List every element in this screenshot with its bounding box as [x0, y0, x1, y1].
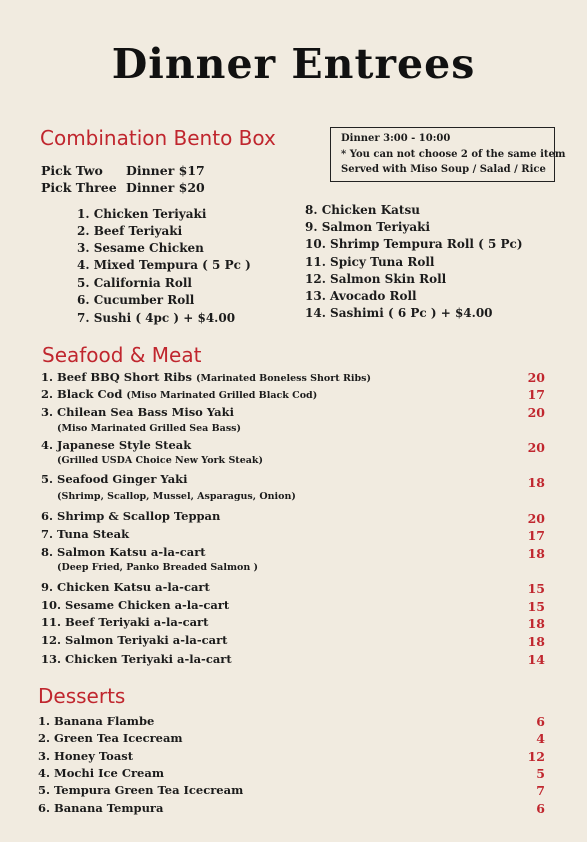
pick-price: Dinner $20 [126, 180, 205, 195]
item-description: (Marinated Boneless Short Ribs) [195, 373, 371, 384]
bento-item: 1. Chicken Teriyaki [77, 207, 207, 221]
item-name: 2. Green Tea Icecream [38, 731, 183, 745]
item-name: 3. Honey Toast [38, 749, 134, 763]
bento-item: 4. Mixed Tempura ( 5 Pc ) [77, 258, 251, 272]
bento-item: 6. Cucumber Roll [77, 293, 195, 307]
item-description: (Deep Fried, Panko Breaded Salmon ) [57, 562, 259, 573]
item-price: 5 [536, 766, 545, 781]
menu-item [41, 387, 317, 401]
item-price: 17 [527, 528, 545, 543]
item-price: 20 [527, 370, 545, 385]
item-description: (Shrimp, Scallop, Mussel, Asparagus, Onion) [57, 491, 296, 502]
item-name: 1. Banana Flambe [38, 714, 155, 728]
pick-label: Pick Two [41, 163, 103, 178]
item-description: (Miso Marinated Grilled Sea Bass) [57, 423, 242, 434]
item-name: 6. Banana Tempura [38, 801, 164, 815]
bento-item: 5. California Roll [77, 276, 192, 290]
item-name: 7. Tuna Steak [41, 527, 130, 541]
item-price: 18 [527, 546, 545, 561]
item-price: 7 [536, 783, 545, 798]
item-price: 4 [536, 731, 545, 746]
item-name: 2. Black Cod [41, 387, 123, 401]
item-price: 6 [536, 801, 545, 816]
pick-price: Dinner $17 [126, 163, 205, 178]
bento-item: 2. Beef Teriyaki [77, 224, 183, 238]
bento-heading: Combination Bento Box [40, 126, 276, 150]
item-name: 4. Japanese Style Steak [41, 438, 192, 452]
bento-item: 11. Spicy Tuna Roll [305, 255, 435, 269]
item-name: 4. Mochi Ice Cream [38, 766, 164, 780]
pick-label: Pick Three [41, 180, 117, 195]
bento-item: 9. Salmon Teriyaki [305, 220, 430, 234]
page-title: Dinner Entrees [111, 40, 476, 88]
info-line: Dinner 3:00 - 10:00 [341, 133, 451, 144]
item-name: 3. Chilean Sea Bass Miso Yaki [41, 405, 234, 419]
info-line: Served with Miso Soup / Salad / Rice [341, 164, 546, 175]
item-price: 20 [527, 405, 545, 420]
item-name: 9. Chicken Katsu a-la-cart [41, 580, 210, 594]
item-name: 13. Chicken Teriyaki a-la-cart [41, 652, 232, 666]
item-name: 5. Tempura Green Tea Icecream [38, 783, 244, 797]
item-name: 5. Seafood Ginger Yaki [41, 472, 188, 486]
item-name: 11. Beef Teriyaki a-la-cart [41, 615, 209, 629]
item-description: (Miso Marinated Grilled Black Cod) [126, 390, 318, 401]
item-price: 15 [527, 599, 545, 614]
bento-item: 10. Shrimp Tempura Roll ( 5 Pc) [305, 237, 523, 251]
item-price: 12 [527, 749, 545, 764]
menu-item [41, 370, 371, 384]
hours-info-box [330, 127, 566, 182]
item-price: 20 [527, 511, 545, 526]
item-price: 6 [536, 714, 545, 729]
info-line: * You can not choose 2 of the same item [341, 149, 566, 160]
item-price: 14 [527, 652, 545, 667]
bento-item: 13. Avocado Roll [305, 289, 417, 303]
desserts-heading: Desserts [38, 684, 126, 708]
bento-item: 12. Salmon Skin Roll [305, 272, 447, 286]
item-description: (Grilled USDA Choice New York Steak) [57, 455, 263, 466]
bento-item: 14. Sashimi ( 6 Pc ) + $4.00 [305, 306, 493, 320]
item-name: 6. Shrimp & Scallop Teppan [41, 509, 221, 523]
seafood-heading: Seafood & Meat [42, 343, 202, 367]
bento-item: 8. Chicken Katsu [305, 203, 420, 217]
item-price: 18 [527, 616, 545, 631]
bento-item: 7. Sushi ( 4pc ) + $4.00 [77, 311, 236, 325]
item-price: 17 [527, 387, 545, 402]
item-price: 20 [527, 440, 545, 455]
bento-item: 3. Sesame Chicken [77, 241, 204, 255]
item-price: 15 [527, 581, 545, 596]
item-price: 18 [527, 475, 545, 490]
item-name: 10. Sesame Chicken a-la-cart [41, 598, 230, 612]
item-price: 18 [527, 634, 545, 649]
item-name: 8. Salmon Katsu a-la-cart [41, 545, 206, 559]
item-name: 1. Beef BBQ Short Ribs [41, 370, 192, 384]
item-name: 12. Salmon Teriyaki a-la-cart [41, 633, 228, 647]
